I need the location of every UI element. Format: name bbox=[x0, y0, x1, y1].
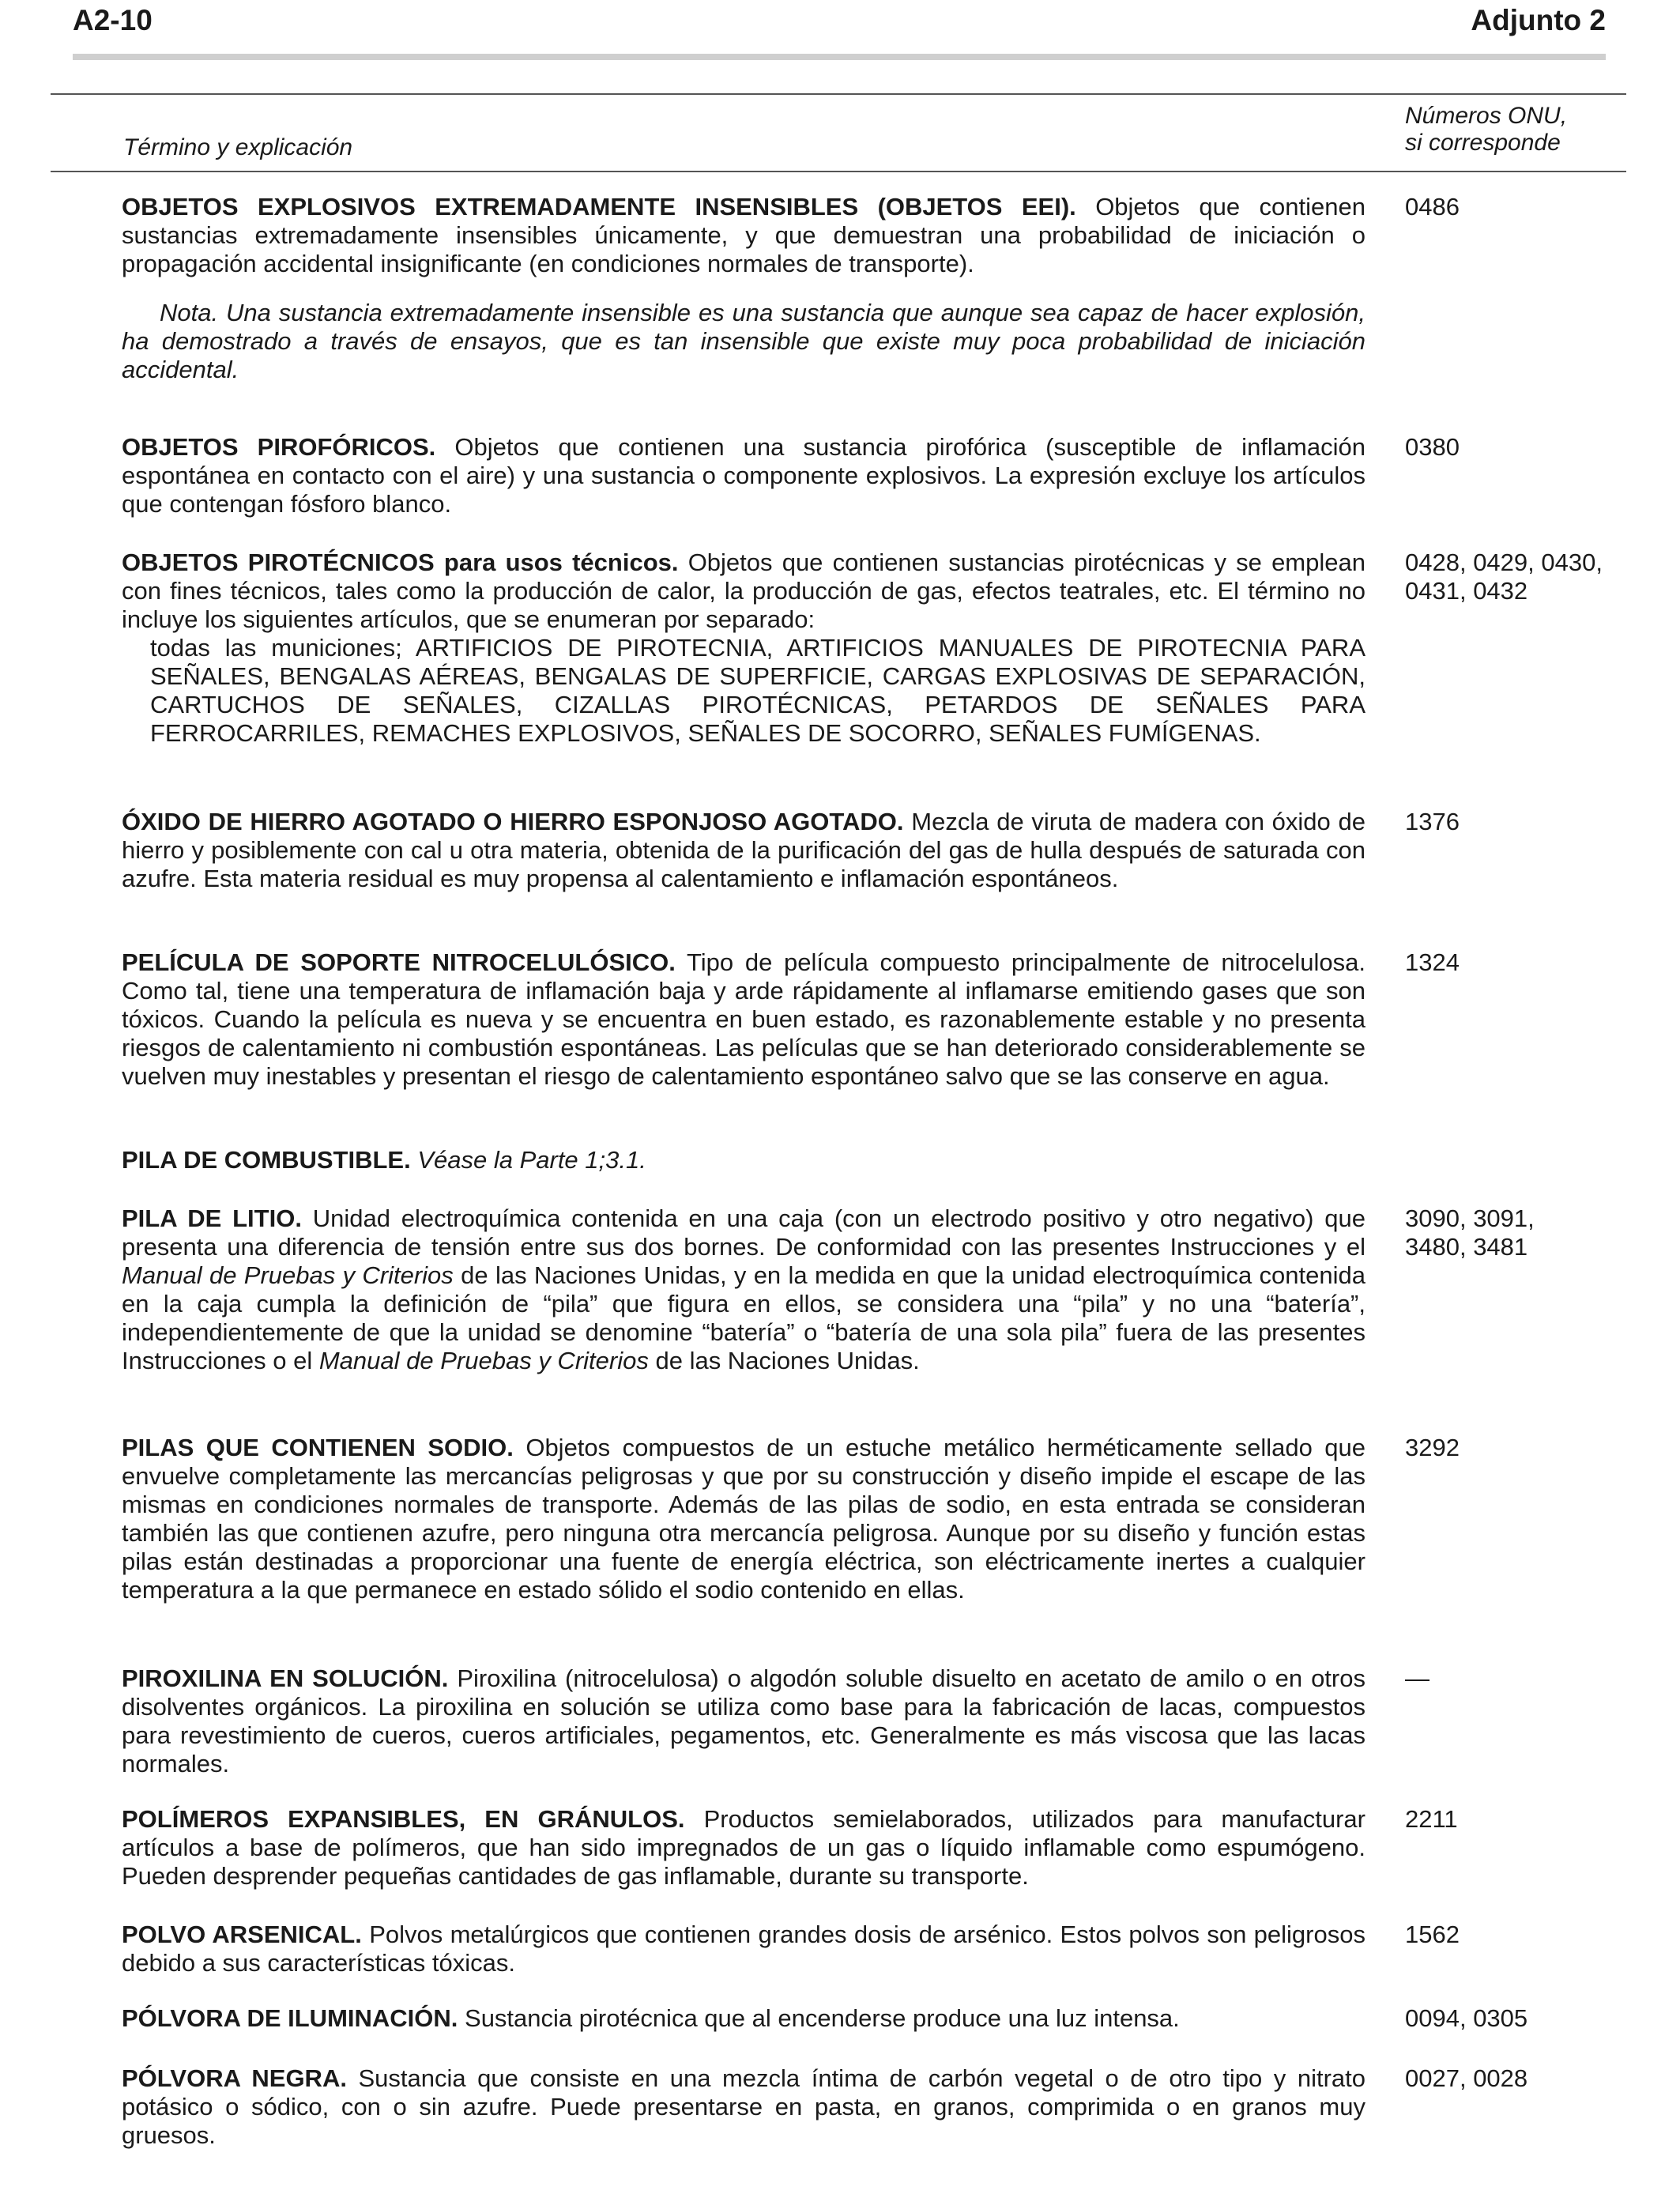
entry-objetos-piroforicos bbox=[122, 433, 1365, 518]
entry-oxido-de-hierro bbox=[122, 808, 1365, 893]
entry-term: PELÍCULA DE SOPORTE NITROCELULÓSICO. bbox=[122, 948, 676, 976]
entry-un-numbers bbox=[1405, 433, 1642, 462]
entry-pelicula-nitrocelulosica bbox=[122, 948, 1365, 1091]
entry-term: PILAS QUE CONTIENEN SODIO. bbox=[122, 1434, 514, 1461]
entry-text: Sustancia pirotécnica que al encenderse produce una luz intensa. bbox=[465, 2004, 1180, 2032]
entry-un-numbers bbox=[1405, 548, 1642, 605]
un-number: 0380 bbox=[1405, 433, 1460, 461]
entry-text: Tipo de película compuesto principalmente de nitrocelulosa. Como tal, tiene una temperatura de inflamación baja y arde rápidamente al inflamarse emitiendo gases que son tóxicos. Cuando la película es nueva y se encuentra en buen estado, es razonablemente estable y no presenta riesgos de calentamiento ni combustión espontáneas. Las películas que se han deteriorado considerablemente se vuelven muy inestables y presentan el riesgo de calentamiento espontáneo salvo que se las conserve en agua. bbox=[122, 948, 1365, 1090]
un-number: 1562 bbox=[1405, 1921, 1460, 1948]
entry-pila-de-litio bbox=[122, 1204, 1365, 1375]
entry-un-numbers bbox=[1405, 193, 1642, 221]
entry-term: PIROXILINA EN SOLUCIÓN. bbox=[122, 1664, 449, 1692]
entry-term: OBJETOS PIROTÉCNICOS para usos técnicos. bbox=[122, 548, 679, 576]
entry-term: PÓLVORA DE ILUMINACIÓN. bbox=[122, 2004, 458, 2032]
entry-polimeros-expansibles bbox=[122, 1805, 1365, 1891]
entry-text: Objetos que contienen una sustancia pirofórica (susceptible de inflamación espontánea en contacto con el aire) y una sustancia o componente explosivos. La expresión excluye los artículos que contengan fósforo blanco. bbox=[122, 433, 1365, 518]
entry-text: Sustancia que consiste en una mezcla íntima de carbón vegetal o de otro tipo y nitrato potásico o sódico, con o sin azufre. Puede presentarse en pasta, en granos, comprimida o en granos muy gruesos. bbox=[122, 2064, 1365, 2149]
entry-term: PILA DE COMBUSTIBLE. bbox=[122, 1146, 411, 1174]
entry-un-numbers bbox=[1405, 2064, 1642, 2093]
un-number: — bbox=[1405, 1664, 1430, 1692]
un-number: 3292 bbox=[1405, 1434, 1460, 1461]
entry-un-numbers bbox=[1405, 948, 1642, 977]
entry-text: Polvos metalúrgicos que contienen grandes dosis de arsénico. Estos polvos son peligrosos debido a sus características tóxicas. bbox=[122, 1921, 1365, 1977]
un-column-header-line1: Números ONU, bbox=[1405, 103, 1568, 129]
entry-un-numbers bbox=[1405, 808, 1642, 836]
entry-term: ÓXIDO DE HIERRO AGOTADO O HIERRO ESPONJOSO AGOTADO. bbox=[122, 808, 904, 835]
un-number: 0027, 0028 bbox=[1405, 2064, 1528, 2092]
un-number: 1324 bbox=[1405, 948, 1460, 976]
entry-exclusions: todas las municiones; ARTIFICIOS DE PIROTECNIA, ARTIFICIOS MANUALES DE PIROTECNIA PARA SEÑALES, BENGALAS AÉREAS, BENGALAS DE SUPERFICIE, CARGAS EXPLOSIVAS DE SEPARACIÓN, CARTUCHOS DE SEÑALES, CIZALLAS PIROTÉCNICAS, PETARDOS DE SEÑALES PARA FERROCARRILES, REMACHES EXPLOSIVOS, SEÑALES DE SOCORRO, SEÑALES FUMÍGENAS. bbox=[150, 634, 1365, 747]
page-number: A2-10 bbox=[73, 4, 153, 36]
entry-text: Véase la Parte 1;3.1. bbox=[417, 1146, 646, 1174]
entry-polvora-iluminacion bbox=[122, 2004, 1365, 2033]
un-column-header bbox=[1405, 103, 1610, 156]
entry-pila-de-combustible bbox=[122, 1146, 1365, 1174]
entry-polvora-negra bbox=[122, 2064, 1365, 2150]
entry-term: PILA DE LITIO. bbox=[122, 1204, 302, 1232]
entry-text: de las Naciones Unidas, y en la medida en que la unidad electroquímica contenida en la caja cumpla la definición de “pila” que figura en ellos, se considera una “pila” y no una “batería”, independientemente de que la unidad se denomine “batería” o “batería de una sola pila” fuera de las presentes Instrucciones o el bbox=[122, 1261, 1365, 1374]
un-number: 1376 bbox=[1405, 808, 1460, 835]
entry-term: PÓLVORA NEGRA. bbox=[122, 2064, 347, 2092]
entry-un-numbers bbox=[1405, 1204, 1642, 1261]
entry-piroxilina bbox=[122, 1664, 1365, 1778]
entry-objetos-eei bbox=[122, 193, 1365, 278]
entry-polvo-arsenical bbox=[122, 1921, 1365, 1977]
entry-note: Nota. Una sustancia extremadamente insensible es una sustancia que aunque sea capaz de hacer explosión, ha demostrado a través de ensayos, que es tan insensible que existe muy poca probabilidad de iniciación accidental. bbox=[122, 299, 1365, 383]
entry-term: POLVO ARSENICAL. bbox=[122, 1921, 362, 1948]
manual-reference: Manual de Pruebas y Criterios bbox=[122, 1261, 454, 1289]
entry-un-numbers bbox=[1405, 1434, 1642, 1462]
entry-term: POLÍMEROS EXPANSIBLES, EN GRÁNULOS. bbox=[122, 1805, 685, 1833]
term-column-header: Término y explicación bbox=[123, 134, 353, 160]
entry-un-numbers bbox=[1405, 1664, 1642, 1693]
un-number: 0486 bbox=[1405, 193, 1460, 221]
table-column-headers bbox=[51, 93, 1626, 172]
entry-text: de las Naciones Unidas. bbox=[655, 1347, 920, 1374]
entry-text: Objetos que contienen sustancias pirotécnicas y se emplean con fines técnicos, tales como la producción de calor, la producción de gas, efectos teatrales, etc. El término no incluye los siguientes artículos, que se enumeran por separado: bbox=[122, 548, 1365, 633]
entry-pilas-sodio bbox=[122, 1434, 1365, 1604]
un-column-header-line2: si corresponde bbox=[1405, 130, 1561, 156]
entry-un-numbers bbox=[1405, 1921, 1642, 1949]
entry-text: Piroxilina (nitrocelulosa) o algodón soluble disuelto en acetato de amilo o en otros disolventes orgánicos. La piroxilina en solución se utiliza como base para la fabricación de lacas, compuestos para revestimiento de cueros, cueros artificiales, pegamentos, etc. Generalmente es más viscosa que las lacas normales. bbox=[122, 1664, 1365, 1777]
un-number: 0431, 0432 bbox=[1405, 577, 1528, 605]
entry-text: Objetos que contienen sustancias extremadamente insensibles únicamente, y que demuestran una probabilidad de iniciación o propagación accidental insignificante (en condiciones normales de transporte). bbox=[122, 193, 1365, 277]
entry-un-numbers bbox=[1405, 1805, 1642, 1834]
entry-text: Mezcla de viruta de madera con óxido de hierro y posiblemente con cal u otra materia, obtenida de la purificación del gas de hulla después de saturada con azufre. Esta materia residual es muy propensa al calentamiento e inflamación espontáneos. bbox=[122, 808, 1365, 892]
un-number: 3090, 3091, bbox=[1405, 1204, 1535, 1232]
entry-term: OBJETOS EXPLOSIVOS EXTREMADAMENTE INSENSIBLES (OBJETOS EEI). bbox=[122, 193, 1076, 221]
un-number: 2211 bbox=[1405, 1805, 1458, 1833]
annex-title: Adjunto 2 bbox=[1471, 4, 1606, 36]
entry-text: Objetos compuestos de un estuche metálico herméticamente sellado que envuelve completamente las mercancías peligrosas y que por su construcción y diseño impide el escape de las mismas en condiciones normales de transporte. Además de las pilas de sodio, en esta entrada se consideran también las que contienen azufre, pero ninguna otra mercancía peligrosa. Aunque por su diseño y función estas pilas están destinadas a proporcionar una fuente de energía eléctrica, son eléctricamente inertes a cualquier temperatura a la que permanece en estado sólido el sodio contenido en ellas. bbox=[122, 1434, 1366, 1604]
entry-term: OBJETOS PIROFÓRICOS. bbox=[122, 433, 436, 461]
entry-objetos-pirotecnicos bbox=[122, 548, 1365, 748]
un-number: 0428, 0429, 0430, bbox=[1405, 548, 1603, 576]
entry-text: Unidad electroquímica contenida en una caja (con un electrodo positivo y otro negativo) que presenta una diferencia de tensión entre sus dos bornes. De conformidad con las presentes Instrucciones y el bbox=[122, 1204, 1365, 1261]
page-header bbox=[73, 0, 1606, 60]
entry-text: Productos semielaborados, utilizados para manufacturar artículos a base de polímeros, que han sido impregnados de un gas o líquido inflamable como espumógeno. Pueden desprender pequeñas cantidades de gas inflamable, durante su transporte. bbox=[122, 1805, 1365, 1890]
entry-un-numbers bbox=[1405, 2004, 1642, 2033]
manual-reference: Manual de Pruebas y Criterios bbox=[318, 1347, 649, 1374]
un-number: 3480, 3481 bbox=[1405, 1233, 1528, 1261]
un-number: 0094, 0305 bbox=[1405, 2004, 1528, 2032]
